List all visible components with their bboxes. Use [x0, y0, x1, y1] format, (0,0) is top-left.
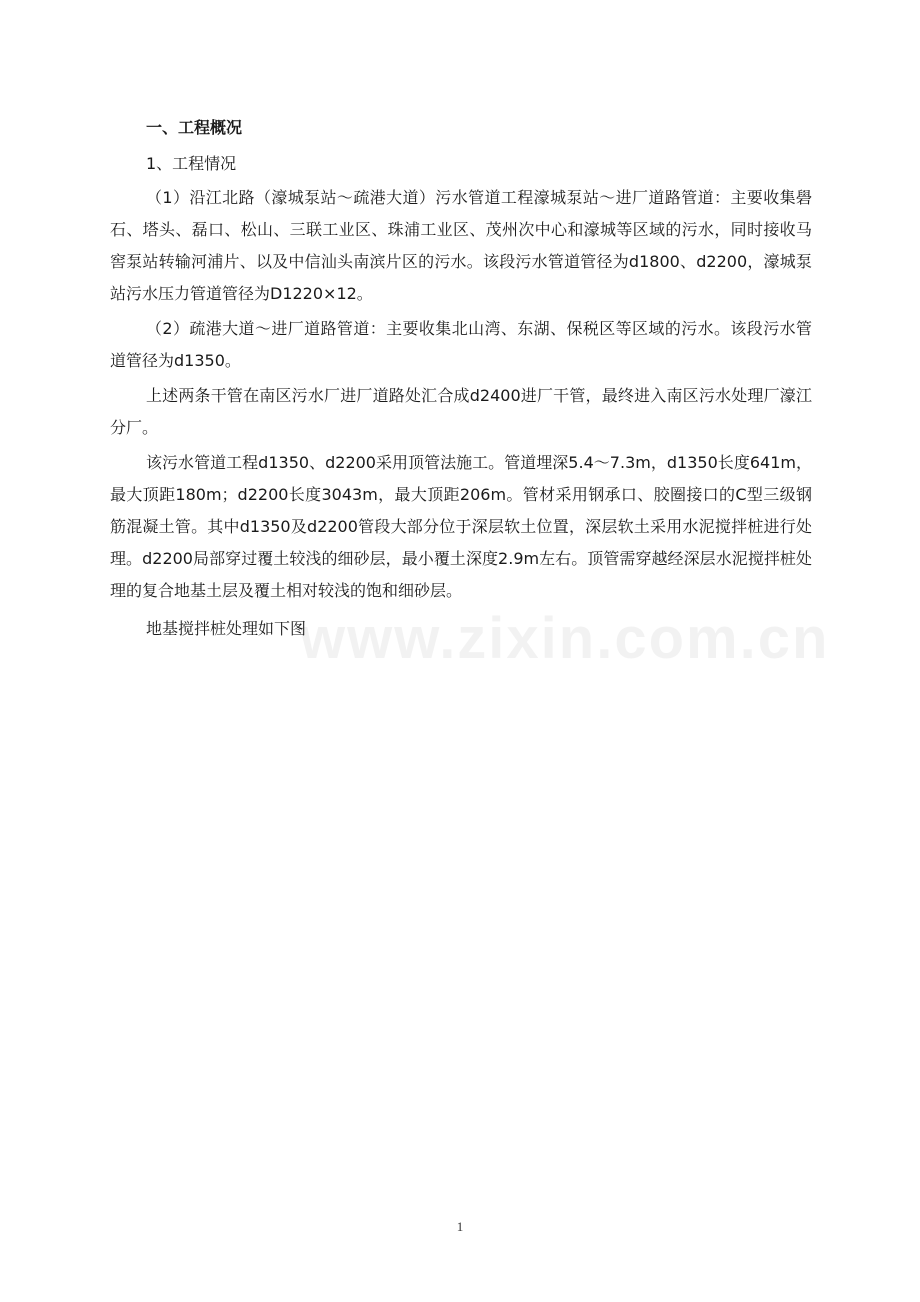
document-body: [110, 110, 812, 645]
paragraph-4: 该污水管道工程d1350、d2200采用顶管法施工。管道埋深5.4～7.3m，d1350长度641m，最大顶距180m；d2200长度3043m，最大顶距206m。管材采用钢承口、胶圈接口的C型三级钢筋混凝土管。其中d1350及d2200管段大部分位于深层软土位置，深层软土采用水泥搅拌桩进行处理。d2200局部穿过覆土较浅的细砂层，最小覆土深度2.9m左右。顶管需穿越经深层水泥搅拌桩处理的复合地基土层及覆土相对较浅的饱和细砂层。: [110, 453, 812, 600]
paragraph-3: 上述两条干管在南区污水厂进厂道路处汇合成d2400进厂干管，最终进入南区污水处理厂濠江分厂。: [110, 386, 812, 437]
watermark: www.zixin.com.cn: [300, 606, 830, 671]
section-title: 一、工程概况: [146, 118, 243, 137]
figure-caption: 地基搅拌桩处理如下图: [146, 619, 307, 638]
page-number: 1: [456, 1219, 464, 1234]
paragraph-1: （1）沿江北路（濠城泵站～疏港大道）污水管道工程濠城泵站～进厂道路管道：主要收集礐石、塔头、磊口、松山、三联工业区、珠浦工业区、茂州次中心和濠城等区域的污水，同时接收马窖泵站转输河浦片、以及中信汕头南滨片区的污水。该段污水管道管径为d1800、d2200，濠城泵站污水压力管道管径为D1220×12。: [110, 188, 812, 303]
subsection-title: 1、工程情况: [146, 154, 237, 173]
paragraph-2: （2）疏港大道～进厂道路管道：主要收集北山湾、东湖、保税区等区域的污水。该段污水管道管径为d1350。: [110, 319, 812, 370]
